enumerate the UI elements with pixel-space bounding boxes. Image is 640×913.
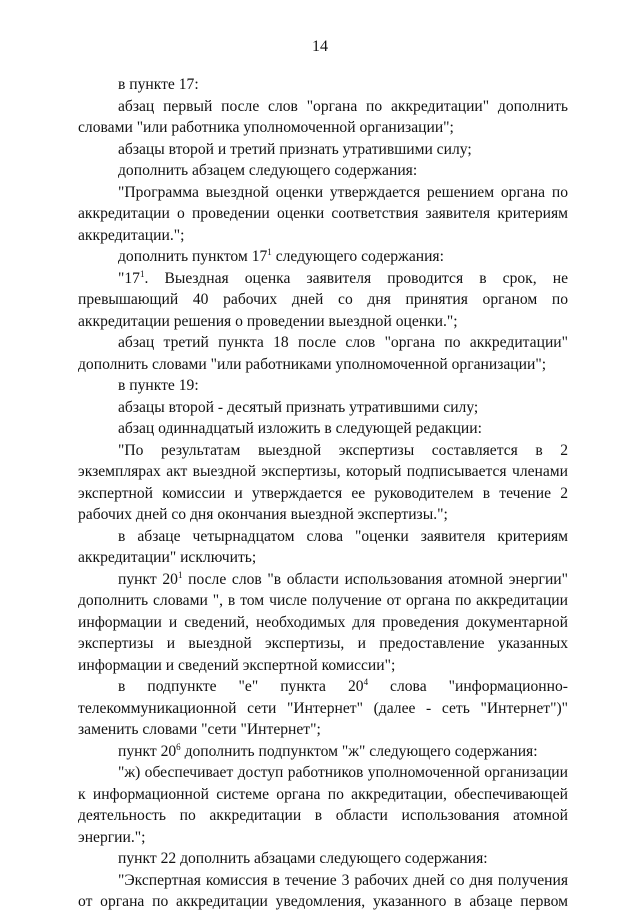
paragraph: абзац третий пункта 18 после слов "органа по аккредитации" дополнить словами "или работниками уполномоченной организации";: [78, 334, 568, 373]
superscript: 6: [176, 741, 181, 752]
document-body: [78, 74, 568, 913]
paragraph-text: в подпункте "е" пункта 20: [118, 678, 364, 695]
paragraph: в пункте 17:: [118, 76, 199, 93]
paragraph: абзац одиннадцатый изложить в следующей редакции:: [118, 420, 482, 437]
paragraph: абзацы второй - десятый признать утратившими силу;: [118, 398, 479, 416]
superscript: 1: [177, 569, 183, 580]
paragraph: абзацы второй и третий признать утратившими силу;: [118, 140, 472, 158]
paragraph-text: "17: [118, 269, 140, 287]
paragraph: [78, 676, 568, 741]
paragraph: дополнить абзацем следующего содержания:: [118, 162, 418, 179]
paragraph: в абзаце четырнадцатом слова "оценки заявителя критериям аккредитации" исключить;: [78, 527, 568, 566]
paragraph: абзац первый после слов "органа по аккредитации" дополнить словами "или работника уполномоченной организации";: [78, 97, 568, 136]
paragraph: [78, 569, 568, 677]
paragraph: [78, 268, 568, 333]
superscript: 1: [267, 247, 272, 257]
paragraph-text: слова "информационно-телекоммуникационной сети "Интернет" (далее - сеть "Интернет")" заменить словами "сети "Интернет";: [78, 678, 568, 738]
paragraph-text: после слов "в области использования атомной энергии" дополнить словами ", в том числе получение от органа по аккредитации информации и сведений, необходимых для проведения документарной экспертизы и выездной экспертизы, и предоставление указанных информации и сведений экспертной комиссии";: [78, 570, 568, 674]
paragraph: пункт 22 дополнить абзацами следующего содержания:: [118, 850, 488, 867]
superscript: 1: [139, 268, 145, 279]
paragraph: в пункте 19:: [118, 377, 199, 394]
paragraph: "Программа выездной оценки утверждается решением органа по аккредитации о проведении оценки соответствия заявителя критериям аккредитации.";: [78, 183, 568, 244]
paragraph: [78, 246, 568, 268]
paragraph: "Экспертная комиссия в течение 3 рабочих дней со дня получения от органа по аккредитации уведомления, указанного в абзаце первом: [78, 871, 568, 910]
paragraph-text: . Выездная оценка заявителя проводится в срок, не превышающий 40 рабочих дней со дня принятия органом по аккредитации решения о проведении выездной оценки.";: [78, 269, 568, 330]
paragraph-text: следующего содержания:: [271, 248, 444, 265]
page-number: 14: [312, 38, 328, 55]
paragraph-text: пункт 20: [118, 570, 178, 588]
paragraph: "ж) обеспечивает доступ работников уполномоченной организации к информационной системе органа по аккредитации, обеспечивающей деятельность по аккредитации в области использования атомной энергии.";: [78, 764, 568, 846]
paragraph: "По результатам выездной экспертизы составляется в 2 экземплярах акт выездной экспертизы, который подписывается членами экспертной комиссии и утверждается ее руководителем в течение 2 рабочих дней со дня окончания выездной экспертизы.";: [78, 441, 568, 523]
paragraph-text: пункт 20: [118, 742, 177, 760]
paragraph: [78, 741, 568, 763]
paragraph-text: дополнить пунктом 17: [118, 248, 268, 265]
paragraph-text: дополнить подпунктом "ж" следующего содержания:: [180, 742, 538, 760]
superscript: 4: [363, 677, 369, 687]
